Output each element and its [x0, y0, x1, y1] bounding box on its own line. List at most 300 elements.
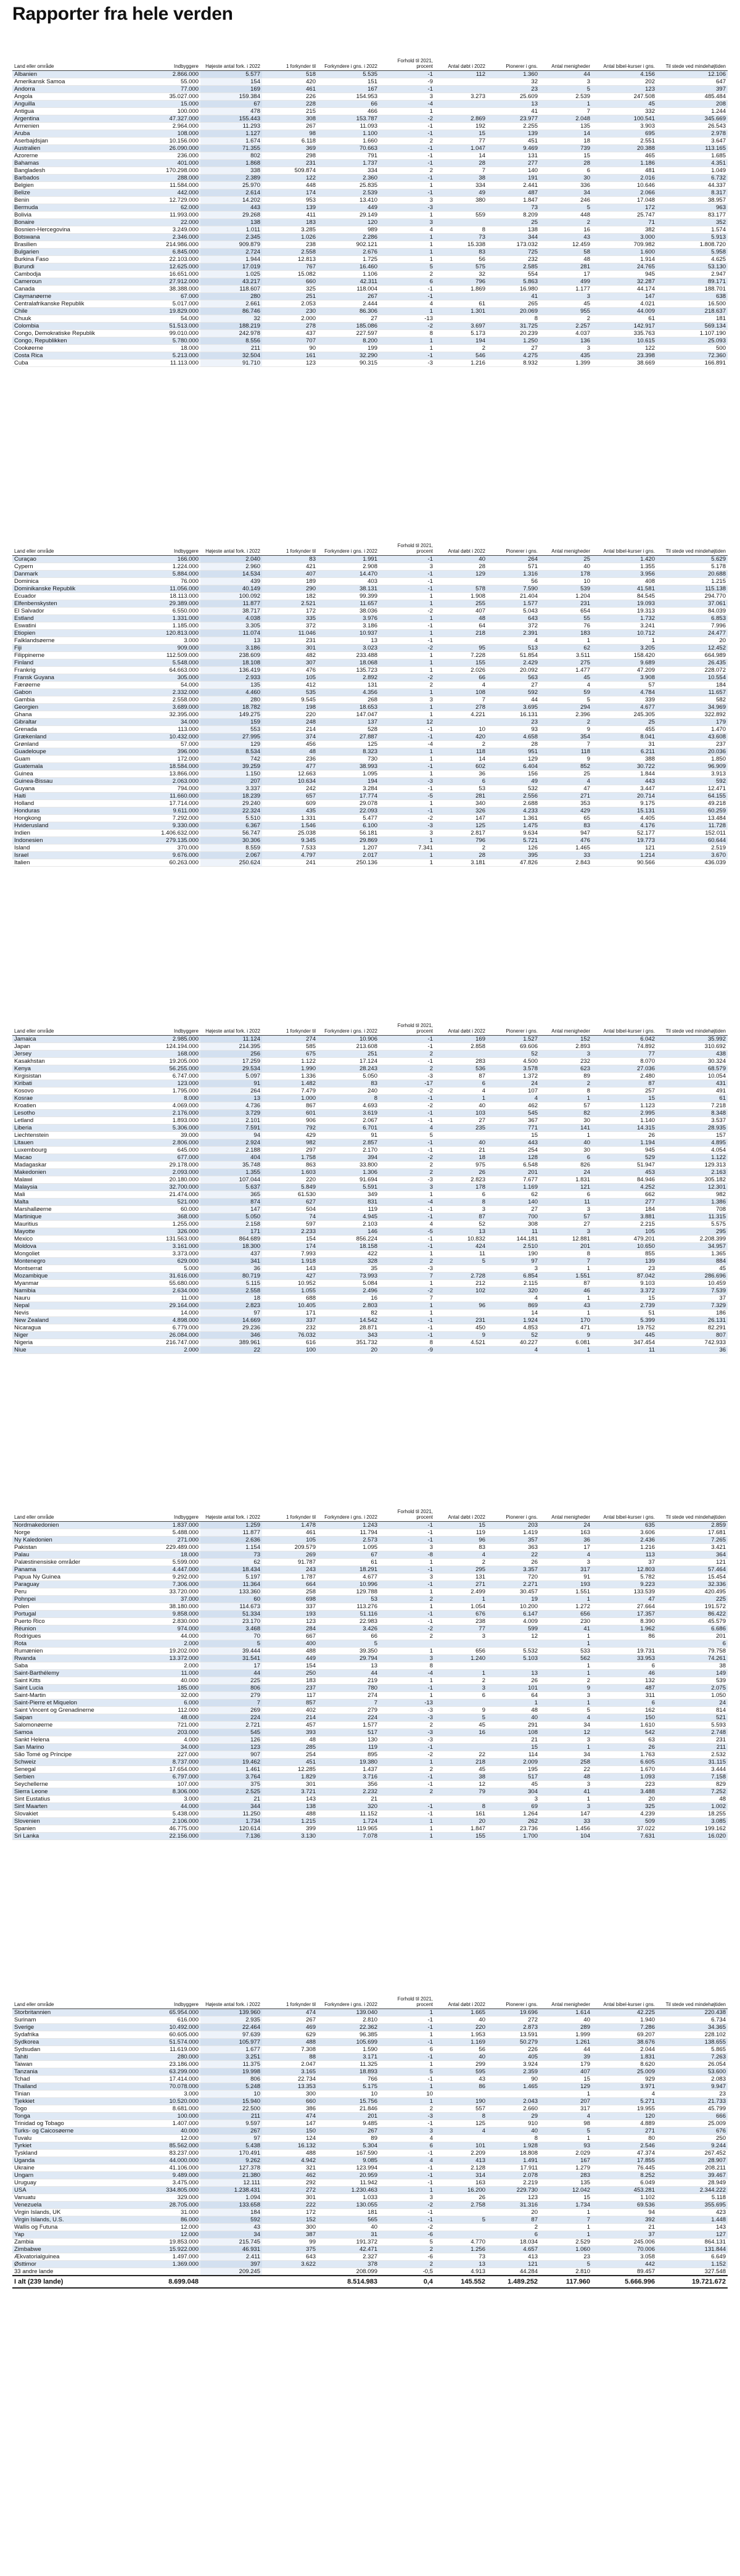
value-cell: 191.372	[318, 2239, 379, 2246]
value-cell: 2	[379, 1065, 435, 1073]
value-cell: 218.637	[657, 308, 728, 315]
value-cell: 8.620	[592, 2061, 657, 2068]
value-cell: 884	[657, 1258, 728, 1265]
value-cell	[435, 315, 487, 323]
value-cell: 422	[318, 1250, 379, 1258]
column-header: Indbyggere	[136, 1009, 200, 1036]
value-cell: 457	[262, 1722, 318, 1729]
value-cell: 2.739	[592, 1302, 657, 1310]
value-cell: 1	[379, 1648, 435, 1655]
country-cell: Luxembourg	[12, 1147, 136, 1154]
value-cell: 133.360	[200, 1588, 262, 1596]
country-cell: Tinian	[12, 2091, 136, 2098]
value-cell: 283	[540, 2172, 592, 2179]
value-cell: 1.734	[540, 2202, 592, 2209]
value-cell: 6.404	[487, 763, 540, 770]
column-header: Pionerer i gns.	[487, 1983, 540, 2009]
value-cell	[487, 1640, 540, 1648]
value-cell: 222	[262, 2202, 318, 2209]
value-cell: 16.200	[435, 2187, 487, 2194]
value-cell: 13	[487, 101, 540, 108]
table-row	[12, 2268, 728, 2276]
column-header: Antal menigheder	[540, 1495, 592, 1522]
country-cell: Botswana	[12, 234, 136, 241]
table-row	[12, 1707, 728, 1714]
value-cell: -1	[379, 1803, 435, 1810]
table-row	[12, 2216, 728, 2224]
value-cell: 155.443	[200, 115, 262, 123]
value-cell: 29.236	[200, 1324, 262, 1332]
table-row	[12, 1751, 728, 1759]
value-cell: 7.292.000	[136, 815, 200, 822]
table-row	[12, 1685, 728, 1692]
value-cell: -2	[379, 115, 435, 123]
country-cell: Saint Lucia	[12, 1685, 136, 1692]
value-cell: 232	[540, 1058, 592, 1065]
value-cell: 11.250	[200, 1810, 262, 1818]
value-cell: 216.747.000	[136, 1339, 200, 1347]
value-cell: 28	[435, 852, 487, 859]
table-row	[12, 1332, 728, 1339]
value-cell: 438	[657, 1051, 728, 1058]
value-cell: 84.039	[657, 608, 728, 615]
total-row	[12, 2276, 728, 2288]
value-cell: 1.831	[540, 1176, 592, 1184]
value-cell: 1.050	[657, 1692, 728, 1699]
value-cell: 1.331	[262, 815, 318, 822]
value-cell: 119.965	[318, 1825, 379, 1833]
table-row	[12, 2246, 728, 2253]
value-cell: 2.810	[540, 2268, 592, 2276]
value-cell: 397	[657, 86, 728, 93]
country-cell: Tahiti	[12, 2054, 136, 2061]
country-cell: Grækenland	[12, 733, 136, 741]
value-cell: 1.725	[318, 256, 379, 263]
value-cell: 3	[379, 2128, 435, 2135]
value-cell: 539	[657, 1677, 728, 1685]
value-cell: 18.255	[657, 1810, 728, 1818]
country-cell: Saint Vincent og Grenadinerne	[12, 1707, 136, 1714]
table-row	[12, 1310, 728, 1317]
value-cell: 4	[540, 2113, 592, 2120]
country-cell: Martinique	[12, 1213, 136, 1221]
country-cell: Frankrig	[12, 667, 136, 674]
value-cell: 3.924	[487, 2061, 540, 2068]
value-cell: 8.534	[200, 748, 262, 756]
value-cell: 909.879	[200, 241, 262, 249]
value-cell: 1	[540, 1796, 592, 1803]
table-row	[12, 115, 728, 123]
value-cell: 66	[435, 674, 487, 682]
value-cell: 45	[592, 101, 657, 108]
table-row	[12, 1803, 728, 1810]
table-row	[12, 1132, 728, 1139]
value-cell	[435, 2224, 487, 2231]
value-cell: 6.081	[540, 1339, 592, 1347]
value-cell: 61	[657, 1095, 728, 1102]
value-cell: 115.138	[657, 585, 728, 593]
country-cell: Burkina Faso	[12, 256, 136, 263]
value-cell: 1.331.000	[136, 615, 200, 622]
value-cell: 3	[487, 1265, 540, 1273]
value-cell: 675	[262, 1051, 318, 1058]
value-cell: 41	[487, 293, 540, 300]
value-cell: 2.573	[318, 1537, 379, 1544]
value-cell: 43	[540, 1302, 592, 1310]
country-cell: Chuuk	[12, 315, 136, 323]
value-cell: 1	[540, 2224, 592, 2231]
value-cell: 2.078	[487, 2172, 540, 2179]
value-cell: 29	[487, 2113, 540, 2120]
value-cell: 23	[540, 2253, 592, 2261]
value-cell: 8	[435, 2113, 487, 2120]
value-cell: 345.669	[657, 115, 728, 123]
value-cell: 283	[435, 1058, 487, 1065]
value-cell: 553	[200, 726, 262, 733]
value-cell: 13.866.000	[136, 770, 200, 778]
value-cell: 46	[540, 1287, 592, 1295]
value-cell: 280	[200, 293, 262, 300]
value-cell: 169	[200, 86, 262, 93]
value-cell: 539	[540, 585, 592, 593]
value-cell: 269	[262, 1551, 318, 1559]
value-cell: 32.700.000	[136, 1184, 200, 1191]
value-cell: 26.543	[657, 123, 728, 130]
value-cell: 1	[379, 1677, 435, 1685]
value-cell: 597	[262, 1221, 318, 1228]
table-row	[12, 637, 728, 645]
value-cell: 592	[200, 2216, 262, 2224]
value-cell: 3.697	[435, 323, 487, 330]
value-cell: 5	[540, 2128, 592, 2135]
value-cell: 32	[200, 315, 262, 323]
value-cell: 51.334	[200, 1611, 262, 1618]
value-cell: 62	[200, 1559, 262, 1566]
value-cell: 1	[379, 748, 435, 756]
value-cell: 8.041	[592, 733, 657, 741]
value-cell: 264	[487, 556, 540, 563]
value-cell: 4.275	[487, 352, 540, 360]
table-row	[12, 726, 728, 733]
value-cell: 26.054	[657, 2061, 728, 2068]
value-cell: 161	[262, 352, 318, 360]
value-cell: 3	[435, 1685, 487, 1692]
value-cell: 11.657	[657, 689, 728, 696]
value-cell: 7.263	[657, 2054, 728, 2061]
value-cell: 242	[262, 785, 318, 793]
value-cell: 82	[540, 1110, 592, 1117]
value-cell: 125	[318, 741, 379, 748]
value-cell: 3	[540, 345, 592, 352]
value-cell: 443	[200, 204, 262, 212]
value-cell: 18.000	[136, 1551, 200, 1559]
value-cell: 466	[318, 108, 379, 115]
table-row	[12, 1522, 728, 1529]
value-cell: 1	[540, 2209, 592, 2216]
value-cell: 2.558.000	[136, 696, 200, 704]
value-cell: 5.118	[657, 2194, 728, 2202]
value-cell: 1.546	[262, 822, 318, 830]
value-cell: 231	[435, 1317, 487, 1324]
table-row	[12, 2113, 728, 2120]
value-cell: 412	[262, 682, 318, 689]
country-cell: Indonesien	[12, 837, 136, 844]
value-cell: 1	[379, 593, 435, 600]
value-cell: 1.990	[262, 1065, 318, 1073]
value-cell: -9	[379, 1347, 435, 1354]
value-cell: 3.729	[200, 1110, 262, 1117]
value-cell: -1	[379, 726, 435, 733]
value-cell: 2.063.000	[136, 778, 200, 785]
value-cell: 1	[379, 615, 435, 622]
value-cell: 8	[435, 1199, 487, 1206]
value-cell: 113.165	[657, 145, 728, 152]
value-cell: 6	[540, 1154, 592, 1162]
column-header: Antal bibel-kurser i gns.	[592, 529, 657, 556]
value-cell: 5.721	[487, 837, 540, 844]
value-cell: 335.763	[592, 330, 657, 337]
value-cell: 317	[540, 2105, 592, 2113]
value-cell: 2.521	[262, 600, 318, 608]
value-cell: 2.947	[657, 271, 728, 278]
value-cell: 311	[592, 1692, 657, 1699]
value-cell: 157	[657, 1132, 728, 1139]
value-cell: 6	[435, 778, 487, 785]
value-cell: 3.695	[487, 704, 540, 711]
value-cell: 1.940	[592, 2017, 657, 2024]
table-row	[12, 2068, 728, 2076]
value-cell: 43.608	[657, 733, 728, 741]
value-cell: 2.359	[487, 2068, 540, 2076]
value-cell: 208.099	[318, 2268, 379, 2276]
value-cell: 469	[262, 2024, 318, 2031]
value-cell: 23	[487, 86, 540, 93]
value-cell: 906	[262, 1117, 318, 1125]
value-cell: 4	[540, 1714, 592, 1722]
value-cell: 20	[487, 2209, 540, 2216]
value-cell: 3	[379, 1544, 435, 1551]
country-cell: Peru	[12, 1588, 136, 1596]
value-cell: 397	[200, 2261, 262, 2268]
table-row	[12, 1692, 728, 1699]
value-cell: 34	[540, 1722, 592, 1729]
value-cell: 792	[262, 1125, 318, 1132]
value-cell: -1	[379, 1611, 435, 1618]
value-cell: 436.039	[657, 859, 728, 867]
value-cell: 20.180.000	[136, 1176, 200, 1184]
country-cell: Bermuda	[12, 204, 136, 212]
country-cell: 33 andre lande	[12, 2268, 136, 2276]
value-cell: 101	[435, 2142, 487, 2150]
value-cell: 1.399	[540, 360, 592, 367]
table-row	[12, 630, 728, 637]
table-row	[12, 2187, 728, 2194]
value-cell: 13	[435, 2261, 487, 2268]
value-cell: 328	[318, 1258, 379, 1265]
table-row	[12, 1662, 728, 1670]
value-cell: 4.895	[657, 1139, 728, 1147]
value-cell: 25	[540, 770, 592, 778]
value-cell: 258	[540, 1759, 592, 1766]
country-cell: Grenada	[12, 726, 136, 733]
value-cell: 448	[262, 182, 318, 189]
value-cell: 8	[540, 1250, 592, 1258]
value-cell: -1	[379, 1036, 435, 1043]
value-cell: 138	[200, 219, 262, 226]
value-cell: 52	[487, 1332, 540, 1339]
value-cell: 780	[318, 1685, 379, 1692]
value-cell: 1	[379, 756, 435, 763]
value-cell: 487	[592, 1685, 657, 1692]
value-cell: 2.066	[592, 189, 657, 197]
value-cell: -3	[379, 778, 435, 785]
value-cell: 73	[487, 204, 540, 212]
value-cell: 201	[487, 1169, 540, 1176]
value-cell: 449	[262, 1655, 318, 1662]
value-cell: 1.177	[540, 286, 592, 293]
value-cell: 895	[318, 1751, 379, 1759]
table-row	[12, 101, 728, 108]
country-cell: Aserbajdsjan	[12, 138, 136, 145]
value-cell: 427	[262, 1273, 318, 1280]
value-cell: 30.324	[657, 1058, 728, 1065]
value-cell: 1.215	[657, 578, 728, 585]
value-cell: 41	[487, 108, 540, 115]
value-cell: 231	[262, 637, 318, 645]
value-cell: 1.360	[487, 71, 540, 78]
column-header: Antal døbt i 2022	[435, 44, 487, 71]
value-cell: 73	[435, 2253, 487, 2261]
country-cell: Island	[12, 844, 136, 852]
column-header: Antal menigheder	[540, 1009, 592, 1036]
value-cell: 5.782	[592, 1574, 657, 1581]
value-cell: 10	[318, 2091, 379, 2098]
country-cell: Saint-Pierre et Miquelon	[12, 1699, 136, 1707]
value-cell: 194	[435, 337, 487, 345]
column-header: Forhold til 2021, procent	[379, 529, 435, 556]
value-cell: 656	[435, 1648, 487, 1655]
page-title: Rapporter fra hele verden	[12, 4, 233, 24]
value-cell: -4	[379, 741, 435, 748]
value-cell: 1	[379, 1191, 435, 1199]
country-cell: Nordmakedonien	[12, 1522, 136, 1529]
value-cell: 11.877	[200, 600, 262, 608]
value-cell: 155	[435, 659, 487, 667]
country-cell: Argentina	[12, 115, 136, 123]
value-cell: 135.723	[318, 667, 379, 674]
value-cell: 255	[435, 600, 487, 608]
value-cell: 49	[435, 189, 487, 197]
value-cell: -1	[379, 1147, 435, 1154]
country-cell: Dominikanske Republik	[12, 585, 136, 593]
value-cell: 64	[487, 1692, 540, 1699]
value-cell	[592, 1640, 657, 1648]
value-cell: 1.551	[540, 1273, 592, 1280]
value-cell: 2.519	[657, 844, 728, 852]
value-cell: 488	[262, 2150, 318, 2157]
country-cell: Andorra	[12, 86, 136, 93]
value-cell: -2	[379, 1287, 435, 1295]
value-cell: 14	[435, 756, 487, 763]
value-cell: 11.074	[200, 630, 262, 637]
value-cell: 421	[262, 563, 318, 571]
value-cell: 1	[540, 1744, 592, 1751]
column-header: Land eller område	[12, 1983, 136, 2009]
value-cell: 4	[435, 1551, 487, 1559]
value-cell: 1.186	[592, 160, 657, 167]
table-row	[12, 1810, 728, 1818]
value-cell: 2.676	[318, 249, 379, 256]
country-cell: Mongoliet	[12, 1250, 136, 1258]
value-cell: -2	[379, 815, 435, 822]
value-cell: 220	[262, 711, 318, 719]
value-cell: 12.625.000	[136, 263, 200, 271]
value-cell: 26	[592, 1744, 657, 1751]
report-table	[12, 1009, 728, 1354]
value-cell: 2.327	[318, 2253, 379, 2261]
column-header: 1 forkynder til	[262, 1983, 318, 2009]
value-cell: 739	[540, 145, 592, 152]
value-cell: 3.716	[318, 1773, 379, 1781]
value-cell: 91.710	[200, 360, 262, 367]
value-cell: 2.960	[200, 563, 262, 571]
value-cell: 14.315	[592, 1125, 657, 1132]
value-cell	[262, 2268, 318, 2276]
value-cell: 420	[435, 733, 487, 741]
value-cell: 2.585	[487, 263, 540, 271]
country-cell: Haiti	[12, 793, 136, 800]
country-cell: Panama	[12, 1566, 136, 1574]
value-cell: 334.805.000	[136, 2187, 200, 2194]
country-cell: Congo, Demokratiske Republik	[12, 330, 136, 337]
header-row	[12, 1983, 728, 2009]
value-cell: 48	[540, 1773, 592, 1781]
value-cell: 9	[540, 756, 592, 763]
value-cell: 695	[592, 130, 657, 138]
country-cell: Gambia	[12, 696, 136, 704]
value-cell: 2.255	[487, 123, 540, 130]
value-cell: 251	[318, 1051, 379, 1058]
value-cell: 13	[487, 1670, 540, 1677]
value-cell: 18.239	[200, 793, 262, 800]
value-cell: 3.249.000	[136, 226, 200, 234]
value-cell: 29.534	[200, 1065, 262, 1073]
value-cell: -1	[379, 1213, 435, 1221]
country-cell: Filippinerne	[12, 652, 136, 659]
table-row	[12, 1537, 728, 1544]
value-cell: -2	[379, 1088, 435, 1095]
table-row	[12, 1603, 728, 1611]
value-cell: 2.208.399	[657, 1236, 728, 1243]
value-cell: 1.893.000	[136, 1117, 200, 1125]
value-cell: 41.106.000	[136, 2165, 200, 2172]
value-cell: 53.600	[657, 2068, 728, 2076]
value-cell: -1	[379, 2039, 435, 2046]
value-cell: 36	[200, 1265, 262, 1273]
value-cell: 35.748	[200, 1162, 262, 1169]
country-cell: Bulgarien	[12, 249, 136, 256]
value-cell: -8	[379, 1551, 435, 1559]
value-cell: 554	[487, 271, 540, 278]
value-cell: 343	[318, 1332, 379, 1339]
value-cell: 7.479	[262, 1088, 318, 1095]
value-cell: 27	[318, 315, 379, 323]
value-cell: 6	[379, 2046, 435, 2054]
table-row	[12, 822, 728, 830]
value-cell: 10.156.000	[136, 138, 200, 145]
table-row	[12, 1036, 728, 1043]
value-cell: 224	[318, 1714, 379, 1722]
